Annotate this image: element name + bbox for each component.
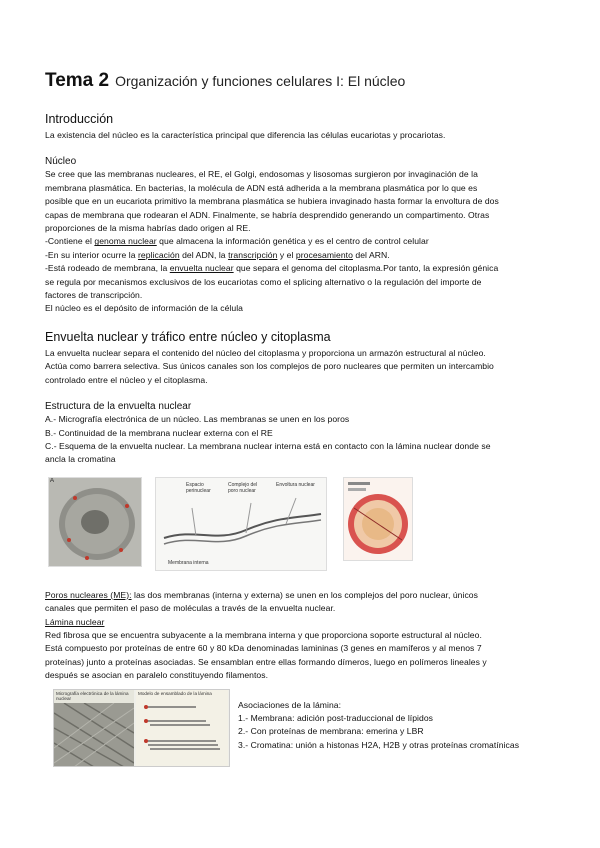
lamina-model-title: Modelo de ensamblado de la lámina bbox=[138, 690, 212, 696]
lamina-line: proteínas) junto a proteínas asociadas. Se ensamblan entre ellas formando dímeros, luego en polímeros lineales y bbox=[45, 656, 487, 667]
lamina-line: después se asocian en paralelo constituyendo filamentos. bbox=[45, 670, 269, 681]
nucleo-line: factores de transcripción. bbox=[45, 290, 143, 301]
nucleo-line: proporciones de la misma habrías dado origen al RE. bbox=[45, 223, 251, 234]
genoma-nuclear-term: genoma nuclear bbox=[94, 236, 157, 247]
lamina-model-panel bbox=[136, 690, 228, 766]
estructura-line: ancla la cromatina bbox=[45, 454, 116, 465]
estructura-line: A.- Micrografía electrónica de un núcleo. Las membranas se unen en los poros bbox=[45, 414, 350, 425]
assoc-item: 3.- Cromatina: unión a histonas H2A, H2B y otras proteínas cromatínicas bbox=[238, 739, 520, 750]
nucleo-line: se regula por mecanismos exclusivos de los eucariotas como el splicing alternativo o la regulación del importe de bbox=[45, 276, 482, 287]
nucleo-line: Se cree que las membranas nucleares, el RE, el Golgi, endosomas y lisosomas surgieron por invaginación de la bbox=[45, 169, 478, 180]
lamina-line: Está compuesto por proteínas de entre 60 y 80 kDa denominadas lamininas (3 genes en mamíferos y al menos 7 bbox=[45, 643, 482, 654]
figure-b-label: Membrana interna bbox=[168, 559, 209, 566]
page-title bbox=[45, 70, 575, 92]
lamina-figure-block bbox=[45, 689, 575, 771]
envuelta-heading: Envuelta nuclear y tráfico entre núcleo y citoplasma bbox=[45, 329, 331, 344]
assoc-heading: Asociaciones de la lámina: bbox=[238, 699, 342, 710]
lamina-micrograph-image bbox=[54, 703, 134, 767]
lamina-associations bbox=[238, 699, 578, 753]
nucleo-closing: El núcleo es el depósito de información de la célula bbox=[45, 303, 243, 314]
nucleo-bullet-genoma bbox=[45, 235, 575, 248]
nucleo-heading: Núcleo bbox=[45, 156, 77, 168]
nucleo-bullet-envuelta bbox=[45, 262, 575, 275]
nucleo-bullet-interior bbox=[45, 249, 575, 262]
micrograph-nucleus-figure bbox=[48, 477, 142, 567]
lamina-line: Red fibrosa que se encuentra subyacente a la membrana interna y que proporciona soporte estructural al núcleo. bbox=[45, 629, 482, 640]
envuelta-nuclear-term: envuelta nuclear bbox=[169, 263, 234, 274]
text-span: -En su interior ocurre la bbox=[45, 249, 139, 260]
lamina-heading: Lámina nuclear bbox=[45, 616, 105, 627]
text-span: que separa el genoma del citoplasma.Por tanto, la expresión génica bbox=[233, 263, 499, 274]
procesamiento-term: procesamiento bbox=[295, 249, 353, 260]
assoc-item: 1.- Membrana: adición post-traduccional de lípidos bbox=[238, 712, 434, 723]
document-page bbox=[45, 70, 575, 771]
assoc-item: 2.- Con proteínas de membrana: emerina y LBR bbox=[238, 726, 424, 737]
lamina-figure bbox=[53, 689, 230, 767]
replicacion-term: replicación bbox=[138, 249, 180, 260]
nucleo-line: posible que en un eucariota primitivo la membrana plasmática se hubiera invaginado hasta formar la envoltura de dos bbox=[45, 196, 499, 207]
estructura-line: B.- Continuidad de la membrana nuclear externa con el RE bbox=[45, 427, 273, 438]
figure-b-label: Complejo del poro nuclear bbox=[228, 481, 258, 494]
tema-number: Tema 2 bbox=[45, 70, 110, 91]
membrane-continuity-figure bbox=[155, 477, 327, 571]
poros-line bbox=[45, 589, 575, 602]
lamina-micrograph-panel bbox=[54, 690, 134, 766]
poros-line-2: canales que permiten el paso de moléculas a través de la envuelta nuclear. bbox=[45, 603, 336, 614]
envelope-schematic-figure bbox=[343, 477, 413, 561]
estructura-line: C.- Esquema de la envuelta nuclear. La membrana nuclear interna está en contacto con la lámina nuclear donde se bbox=[45, 440, 491, 451]
figures-row bbox=[45, 477, 575, 581]
text-span: las dos membranas (interna y externa) se unen en los complejos del poro nuclear, únicos bbox=[131, 589, 478, 600]
transcripcion-term: transcripción bbox=[228, 249, 278, 260]
tema-subtitle: Organización y funciones celulares I: El núcleo bbox=[115, 73, 406, 89]
text-span: que almacena la información genética y es el centro de control celular bbox=[156, 236, 429, 247]
figure-b-label: Espacio perinuclear bbox=[186, 481, 211, 494]
envuelta-line: controlado entre el núcleo y el citoplasma. bbox=[45, 374, 208, 385]
intro-heading: Introducción bbox=[45, 112, 114, 126]
figure-b-label: Envoltura nuclear bbox=[276, 481, 315, 488]
text-span: y el bbox=[277, 249, 296, 260]
nucleo-line: membrana plasmática. En bacterias, la molécula de ADN está adherida a la membrana plasmática por lo que es bbox=[45, 182, 478, 193]
envuelta-line: Actúa como barrera selectiva. Sus únicos canales son los complejos de poro nucleares que permiten un intercambio bbox=[45, 361, 494, 372]
lamina-model-drawing bbox=[136, 697, 228, 765]
lamina-micrograph-title: Micrografía electrónica de la lámina nuclear bbox=[54, 690, 134, 703]
nucleo-line: capas de membrana que rodearan el ADN. Finalmente, se habría desprendido generando un compartimento. Otras bbox=[45, 209, 490, 220]
micrograph-image bbox=[49, 478, 141, 566]
estructura-heading: Estructura de la envuelta nuclear bbox=[45, 401, 192, 413]
intro-text: La existencia del núcleo es la característica principal que diferencia las células eucariotas y procariotas. bbox=[45, 130, 446, 140]
figure-a-label: A bbox=[50, 477, 55, 484]
schematic-drawing bbox=[344, 478, 412, 560]
text-span: -Contiene el bbox=[45, 236, 95, 247]
text-span: del ARN. bbox=[352, 249, 390, 260]
envuelta-line: La envuelta nuclear separa el contenido del núcleo del citoplasma y proporciona un armazón estructural al núcleo. bbox=[45, 347, 486, 358]
text-span: del ADN, la bbox=[179, 249, 229, 260]
poros-term: Poros nucleares (ME): bbox=[45, 589, 132, 600]
text-span: -Está rodeado de membrana, la bbox=[45, 263, 170, 274]
